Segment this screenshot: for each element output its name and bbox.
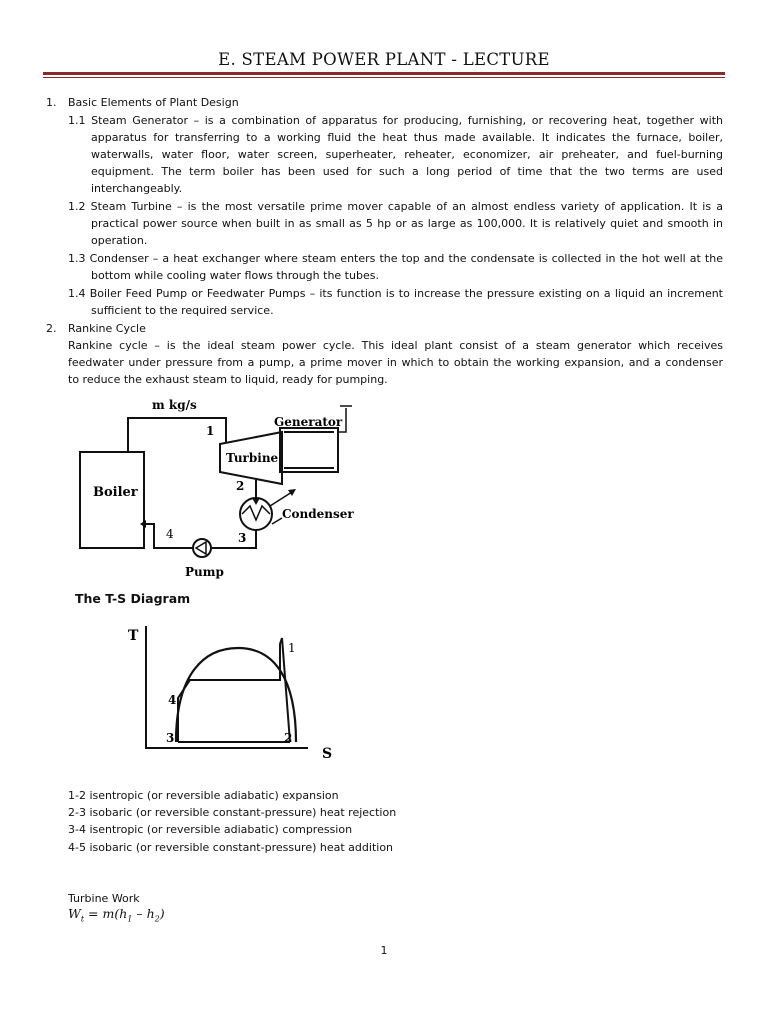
ts-diagram <box>118 618 348 766</box>
boiler-label: Boiler <box>93 485 138 500</box>
item-1-2-line-2: practical power source when built in as small as 5 hp or as large as 100,000. It is relatively quiet and smooth in <box>91 217 723 230</box>
item-1-3-line-1: 1.3 Condenser – a heat exchanger where steam enters the top and the condensate is collected in the hot well at the <box>68 252 723 265</box>
item-1-3-line-2: bottom while cooling water flows through the tubes. <box>91 269 379 282</box>
section-1-number: 1. <box>46 96 57 109</box>
state-1-label: 1 <box>206 424 215 438</box>
item-1-1-line-5: interchangeably. <box>91 182 183 195</box>
section-2-title: Rankine Cycle <box>68 322 146 335</box>
title-rule-thin <box>43 77 725 78</box>
t-axis-label: T <box>128 628 139 644</box>
flow-label: m kg/s <box>152 398 197 412</box>
rankine-line-2: feedwater under pressure from a pump, a prime mover in which to obtain the working expansion, and a condenser <box>68 356 723 369</box>
process-2-3: 2-3 isobaric (or reversible constant-pressure) heat rejection <box>68 806 397 819</box>
ts-point-4: 4 <box>168 693 177 707</box>
section-2-number: 2. <box>46 322 57 335</box>
title-rule-thick <box>43 72 725 75</box>
boiler-box <box>80 452 144 548</box>
ts-diagram-title: The T-S Diagram <box>75 591 191 606</box>
state-2-label: 2 <box>236 479 245 493</box>
state-3-label: 3 <box>238 531 247 545</box>
item-1-1-line-3: waterwalls, water floor, water screen, superheater, reheater, economizer, air preheater, and fuel-burning <box>91 148 723 161</box>
state-4-label: 4 <box>166 527 174 541</box>
ts-point-1: 1 <box>288 641 296 655</box>
item-1-2-line-3: operation. <box>91 234 148 247</box>
ts-axes <box>146 626 308 748</box>
ts-point-2: 2 <box>284 731 293 745</box>
condenser-label: Condenser <box>282 507 354 521</box>
generator-label: Generator <box>274 415 343 429</box>
item-1-1-line-2: apparatus for transferring to a working fluid the heat thus made available. It indicates the furnace, boiler, <box>91 131 723 144</box>
heat-addition-path <box>178 638 282 742</box>
pump-label: Pump <box>185 565 224 579</box>
item-1-2-line-1: 1.2 Steam Turbine – is the most versatile prime mover capable of an almost endless variety of application. It is a <box>68 200 723 213</box>
page-number: 1 <box>380 944 388 957</box>
item-1-4-line-2: sufficient to the required service. <box>91 304 274 317</box>
rankine-line-3: to reduce the exhaust steam to liquid, ready for pumping. <box>68 373 388 386</box>
item-1-1-line-4: equipment. The term boiler has been used for such a long period of time that the two terms are used <box>91 165 723 178</box>
s-axis-label: S <box>322 746 333 762</box>
item-1-4-line-1: 1.4 Boiler Feed Pump or Feedwater Pumps – its function is to increase the pressure existing on a liquid an increment <box>68 287 723 300</box>
process-1-2: 1-2 isentropic (or reversible adiabatic) expansion <box>68 789 339 802</box>
process-3-4: 3-4 isentropic (or reversible adiabatic) compression <box>68 823 353 836</box>
turbine-work-formula: $W_t = m(h_1 - h_2)$ <box>68 906 165 924</box>
process-4-5: 4-5 isobaric (or reversible constant-pressure) heat addition <box>68 841 394 854</box>
page-title: E. STEAM POWER PLANT - LECTURE <box>218 50 550 69</box>
section-1-title: Basic Elements of Plant Design <box>68 96 239 109</box>
rankine-plant-schematic <box>60 392 360 587</box>
turbine-label: Turbine <box>226 451 279 465</box>
saturation-dome <box>176 648 296 742</box>
item-1-1-line-1: 1.1 Steam Generator – is a combination of apparatus for producing, furnishing, or recovering heat, together with <box>68 114 723 127</box>
generator-box <box>280 428 338 472</box>
rankine-line-1: Rankine cycle – is the ideal steam power cycle. This ideal plant consist of a steam generator which receives <box>68 339 723 352</box>
ts-point-3: 3 <box>166 731 175 745</box>
turbine-work-heading: Turbine Work <box>68 892 140 905</box>
